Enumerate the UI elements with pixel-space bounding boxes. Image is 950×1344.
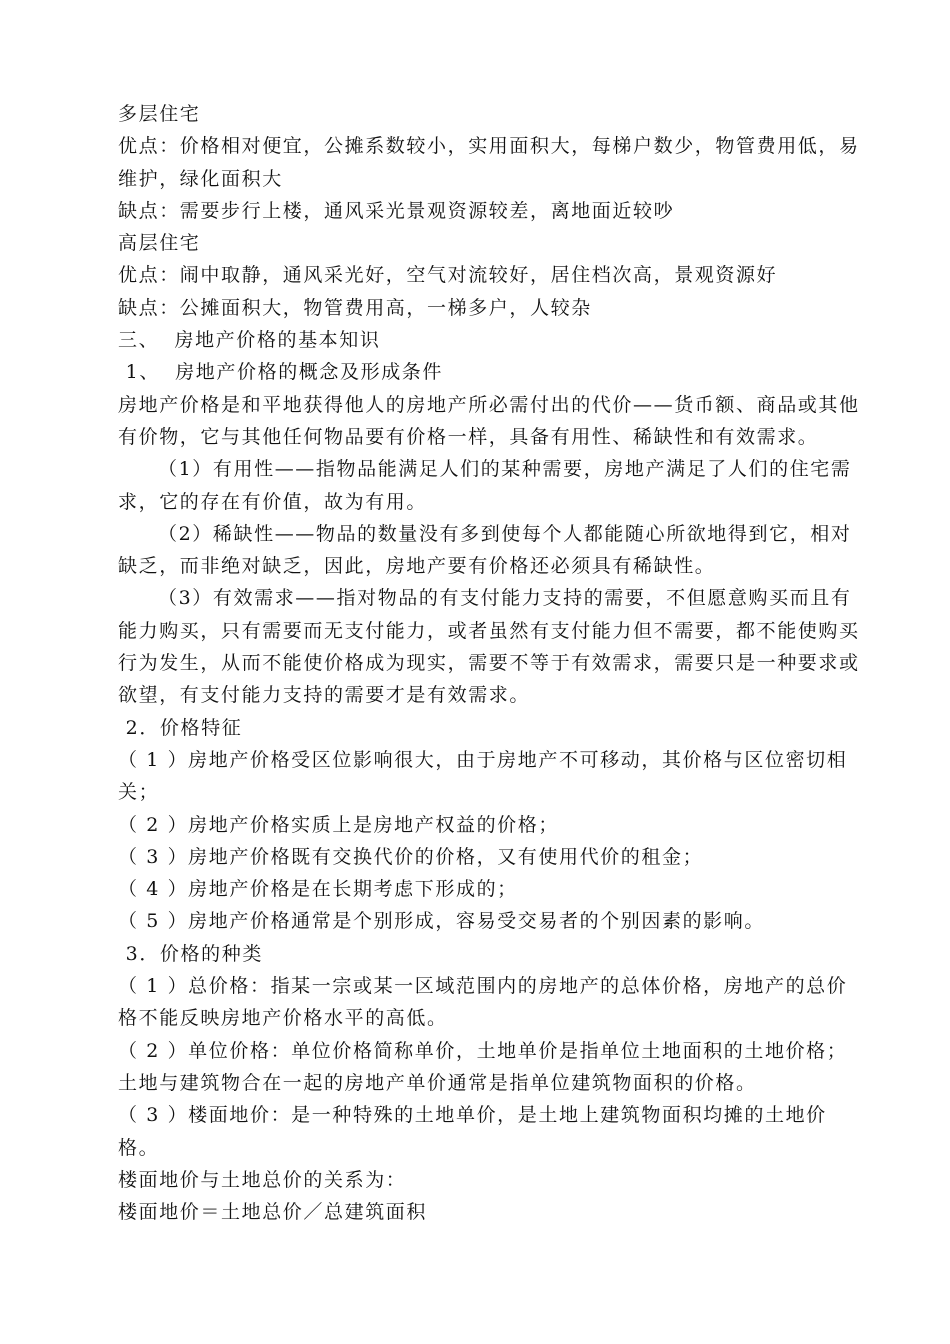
relation-formula: 楼面地价＝土地总价／总建筑面积 xyxy=(118,1201,428,1224)
feature-item-2: （ 2 ）房地产价格实质上是房地产权益的价格； xyxy=(118,813,559,836)
feature-item-1: （ 1 ）房地产价格受区位影响很大，由于房地产不可移动，其价格与区位密切相关； xyxy=(118,748,848,804)
multistory-disadvantages: 缺点：需要步行上楼，通风采光景观资源较差，离地面近较吵 xyxy=(118,199,675,222)
section-heading-price-basics: 三、 房地产价格的基本知识 xyxy=(118,329,381,352)
price-type-total: （ 1 ）总价格：指某一宗或某一区域范围内的房地产的总体价格，房地产的总价格不能反映房地产价格水平的高低。 xyxy=(118,975,848,1030)
subsection-heading-price-features: 2．价格特征 xyxy=(118,716,243,739)
heading-multistory-housing: 多层住宅 xyxy=(118,103,201,125)
price-type-unit: （ 2 ）单位价格：单位价格简称单价，土地单价是指单位土地面积的土地价格；土地与建筑物合在一起的房地产单价通常是指单位建筑物面积的价格。 xyxy=(118,1039,848,1094)
subsection-heading-price-concept: 1、 房地产价格的概念及形成条件 xyxy=(118,361,444,384)
price-type-floor-land: （ 3 ）楼面地价：是一种特殊的土地单价，是土地上建筑物面积均摊的土地价格。 xyxy=(118,1104,827,1159)
feature-item-4: （ 4 ）房地产价格是在长期考虑下形成的； xyxy=(118,878,518,901)
paragraph-usefulness: （1）有用性——指物品能满足人们的某种需要，房地产满足了人们的住宅需求，它的存在有价值，故为有用。 xyxy=(118,458,852,513)
highrise-advantages: 优点：闹中取静，通风采光好，空气对流较好，居住档次高，景观资源好 xyxy=(118,264,778,287)
paragraph-effective-demand: （3）有效需求——指对物品的有支付能力支持的需要，不但愿意购买而且有能力购买，只有需要而无支付能力，或者虽然有支付能力但不需要，都不能使购买行为发生，从而不能使价格成为现实，需要不等于有效需求，需要只是一种要求或欲望，有支付能力支持的需要才是有效需求。 xyxy=(118,587,860,707)
subsection-heading-price-types: 3．价格的种类 xyxy=(118,942,263,965)
multistory-advantages: 优点：价格相对便宜，公摊系数较小，实用面积大，每梯户数少，物管费用低，易维护，绿化面积大 xyxy=(118,135,860,190)
feature-item-5: （ 5 ）房地产价格通常是个别形成，容易受交易者的个别因素的影响。 xyxy=(118,910,765,933)
relation-intro: 楼面地价与土地总价的关系为： xyxy=(118,1168,407,1191)
highrise-disadvantages: 缺点：公摊面积大，物管费用高，一梯多户，人较杂 xyxy=(118,296,592,319)
document-body xyxy=(118,98,860,1228)
feature-item-3: （ 3 ）房地产价格既有交换代价的价格，又有使用代价的租金； xyxy=(118,845,704,868)
paragraph-scarcity: （2）稀缺性——物品的数量没有多到使每个人都能随心所欲地得到它，相对缺乏，而非绝对缺乏，因此，房地产要有价格还必须具有稀缺性。 xyxy=(118,522,852,578)
heading-highrise-housing: 高层住宅 xyxy=(118,232,201,255)
paragraph-price-definition: 房地产价格是和平地获得他人的房地产所必需付出的代价——货币额、商品或其他有价物，它与其他任何物品要有价格一样，具备有用性、稀缺性和有效需求。 xyxy=(118,393,860,448)
